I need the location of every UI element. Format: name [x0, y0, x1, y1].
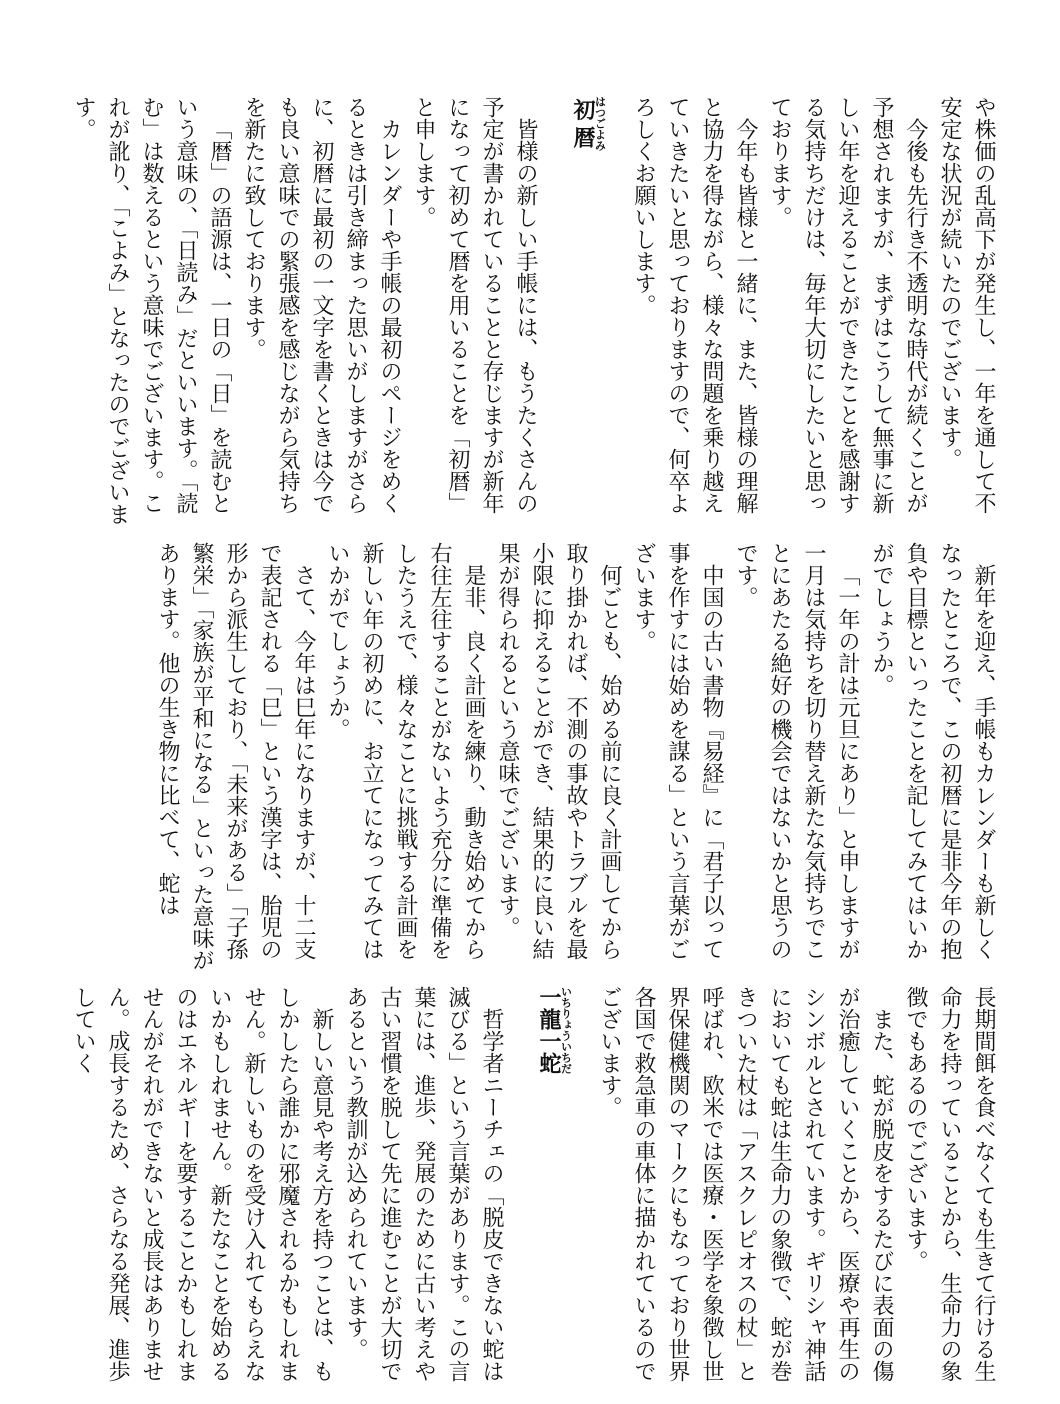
text-tier-top — [40, 96, 1000, 530]
paragraph: さて、今年は巳年になりますが、十二支で表記される「巳」という漢字は、胎児の形から派生しており、「未来がある」「子孫繁栄」「家族が平和になる」といった意味があります。他の生き物に比べて、蛇は — [155, 542, 316, 971]
paragraph: 是非、良く計画を練り、動き始めてから右往左往することがないよう充分に準備をしたうえで、様々なことに挑戦する計画を新しい年の初めに、お立てになってみてはいかがでしょうか。 — [325, 542, 486, 960]
paragraph: 新しい意見や考え方を持つことは、もしかしたら誰かに邪魔されるかもしれません。新しいものを受け入れてもらえないかもしれません。新たなことを始めるのはエネルギーを要することかもしれませんがそれができないと成長はありません。成長するため、さらなる発展、進歩していく — [71, 986, 334, 1382]
paragraph: 今後も先行き不透明な時代が続くことが予想されますが、まずはこうして無事に新しい年を迎えることができたことを感謝する気持ちだけは、毎年大切にしたいと思っております。 — [767, 96, 928, 514]
paragraph: 皆様の新しい手帳には、もうたくさんの予定が書かれていることと存じますが新年になって初めて暦を用いることを「初暦」と申します。 — [411, 96, 538, 514]
paragraph: カレンダーや手帳の最初のページをめくるときは引き締まった思いがしますがさらに、初暦に最初の一文字を書くときは今でも良い意味での緊張感を感じながら気持ちを新たに致しております。 — [241, 96, 402, 514]
paragraph: 何ごとも、始める前に良く計画してから取り掛かれば、不測の事故やトラブルを最小限に抑えることができ、結果的に良い結果が得られるという意味でございます。 — [495, 542, 622, 960]
paragraph: 哲学者ニーチェの「脱皮できない蛇は滅びる」という言葉があります。この言葉には、進歩、発展のために古い考えや古い習慣を脱して先に進むことが大切であるという教訓が込められています。 — [343, 986, 504, 1382]
paragraph: 今年も皆様と一緒に、また、皆様の理解と協力を得ながら、様々な問題を乗り越えていきたいと思っておりますので、何卒よろしくお願いします。 — [631, 96, 758, 514]
paragraph: また、蛇が脱皮をするたびに表面の傷が治癒していくことから、医療や再生のシンボルとされています。ギリシャ神話においても蛇は生命力の象徴で、蛇が巻きついた杖は「アスクレピオスの杖」と呼ばれ、欧米では医療・医学を象徴し世界保健機関のマークにもなっており世界各国で救急車の車体に描かれているのでございます。 — [597, 986, 894, 1382]
section-heading-hatsugoyomi: 初暦はつごよみ — [570, 96, 607, 151]
paragraph: 中国の古い書物『易経』に「君子以って事を作すには始めを謀る」という言葉がございます。 — [631, 542, 724, 960]
paragraph: 新年を迎え、手帳もカレンダーも新しくなったところで、この初暦に是非今年の抱負や目標といったことを記してみてはいかがでしょうか。 — [869, 542, 996, 960]
section-heading-ichiryu-ichida: 一龍一蛇いちりょういちだ — [536, 986, 573, 1074]
paragraph: 「一年の計は元旦にあり」と申しますが一月は気持ちを切り替え新たな気持ちでことにあたる絶好の機会ではないかと思うのです。 — [733, 542, 860, 960]
text-tier-bottom — [40, 986, 1000, 1400]
paragraph: 「暦」の語源は、一日の「日」を読むという意味の、「日読み」だといいます。「読む」は数えるという意味でございます。これが訛り、「こよみ」となったのでございます。 — [71, 96, 232, 525]
paragraph: 長期間餌を食べなくても生きて行ける生命力を持っていることから、生命力の象徴でもあるのでございます。 — [903, 986, 996, 1382]
text-tier-middle — [40, 542, 1000, 972]
paragraph: や株価の乱高下が発生し、一年を通して不安定な状況が続いたのでございます。 — [937, 96, 996, 514]
